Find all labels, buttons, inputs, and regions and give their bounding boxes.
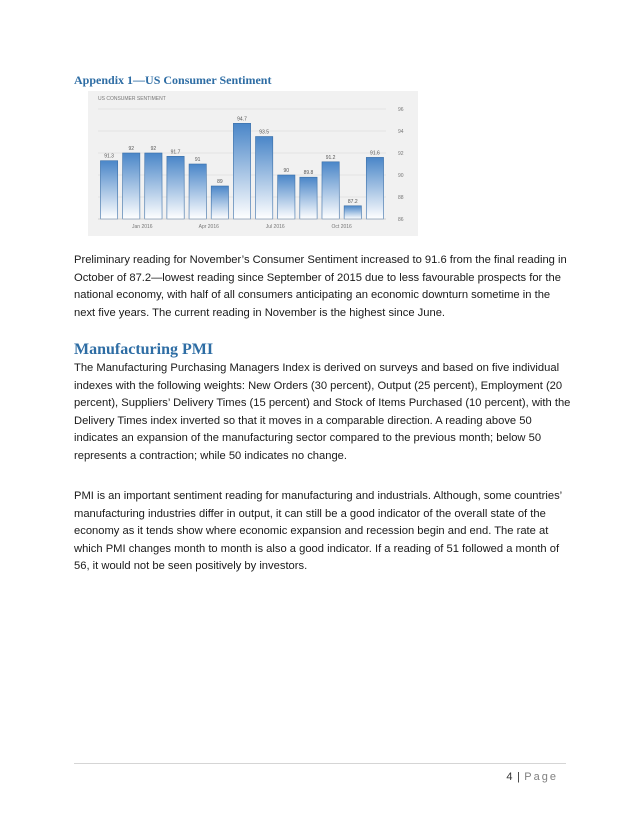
footer-separator: | [516, 771, 521, 783]
paragraph-pmi-definition: The Manufacturing Purchasing Managers Index is derived on surveys and based on five individual indexes with the following weights: New Orders (30 percent), Output (25 percent), Employment (20 percent), Suppliers’ Delivery Times (15 percent) and Stock of Items Purchased (10 percent), with the Delivery Times index inverted so that it moves in a comparable direction. A reading above 50 indicates an expansion of the manufacturing sector compared to the previous month; below 50 represents a contraction; while 50 indicates no change. [74, 362, 571, 462]
page-label: Page [524, 771, 558, 783]
chart-bar [167, 156, 184, 219]
appendix-title: Appendix 1—US Consumer Sentiment [74, 73, 272, 87]
consumer-sentiment-chart [88, 91, 418, 236]
chart-bar [100, 161, 117, 219]
x-tick-label: Jul 2016 [265, 224, 285, 230]
chart-bar [300, 177, 317, 219]
bar-data-label: 89.8 [303, 170, 314, 177]
bar-data-label: 90 [283, 168, 290, 174]
chart-bar [189, 164, 206, 219]
chart-bar [366, 157, 383, 219]
x-tick-label: Oct 2016 [331, 224, 352, 230]
chart-bar [145, 153, 162, 219]
y-tick-label: 90 [398, 173, 404, 179]
chart-title: US CONSUMER SENTIMENT [98, 96, 166, 102]
paragraph-consumer-sentiment: Preliminary reading for November’s Consumer Sentiment increased to 91.6 from the final reading in October of 87.2—lowest reading since September of 2015 due to less favourable prospects for the national economy, with half of all consumers anticipating an economic downturn sometime in the next five years. The current reading in November is the highest since June. [74, 254, 567, 319]
bar-data-label: 94.7 [237, 116, 247, 123]
footer-divider [74, 763, 566, 764]
paragraph-pmi-importance: PMI is an important sentiment reading for manufacturing and industrials. Although, some countries’ manufacturing industries differ in output, it can still be a good indicator of the overall state of the economy as it tends show where economic expansion and recession begin and end. The rate at which PMI changes month to month is also a good indicator. If a reading of 51 followed a month of 56, it would not be seen positively by investors. [74, 490, 562, 573]
bar-data-label: 89 [217, 179, 223, 185]
bar-data-label: 91.7 [170, 149, 181, 156]
bar-data-label: 93.5 [259, 129, 270, 136]
y-tick-label: 94 [398, 129, 404, 135]
chart-bar [123, 153, 140, 219]
y-tick-label: 88 [398, 195, 404, 201]
x-tick-label: Jan 2016 [132, 224, 153, 230]
y-tick-label: 86 [398, 217, 404, 223]
bar-data-label: 92 [150, 146, 157, 152]
chart-bar [322, 162, 339, 219]
page-number: 4 [506, 771, 513, 783]
bar-data-label: 91.2 [325, 154, 336, 161]
chart-bar [211, 186, 228, 219]
y-tick-label: 92 [398, 151, 404, 157]
chart-bar [256, 137, 273, 220]
bar-data-label: 87.2 [347, 198, 358, 205]
section-heading-manufacturing-pmi: Manufacturing PMI [74, 341, 214, 358]
chart-bar [278, 175, 295, 219]
chart-svg [88, 91, 418, 236]
chart-bar [344, 206, 361, 219]
page-footer [506, 771, 558, 783]
x-tick-label: Apr 2016 [198, 224, 219, 230]
bar-data-label: 91.3 [104, 153, 114, 160]
bar-data-label: 91 [194, 157, 201, 163]
bar-data-label: 92 [128, 146, 135, 152]
chart-bar [233, 123, 250, 219]
bar-data-label: 91.6 [370, 150, 380, 157]
y-tick-label: 96 [398, 107, 404, 113]
